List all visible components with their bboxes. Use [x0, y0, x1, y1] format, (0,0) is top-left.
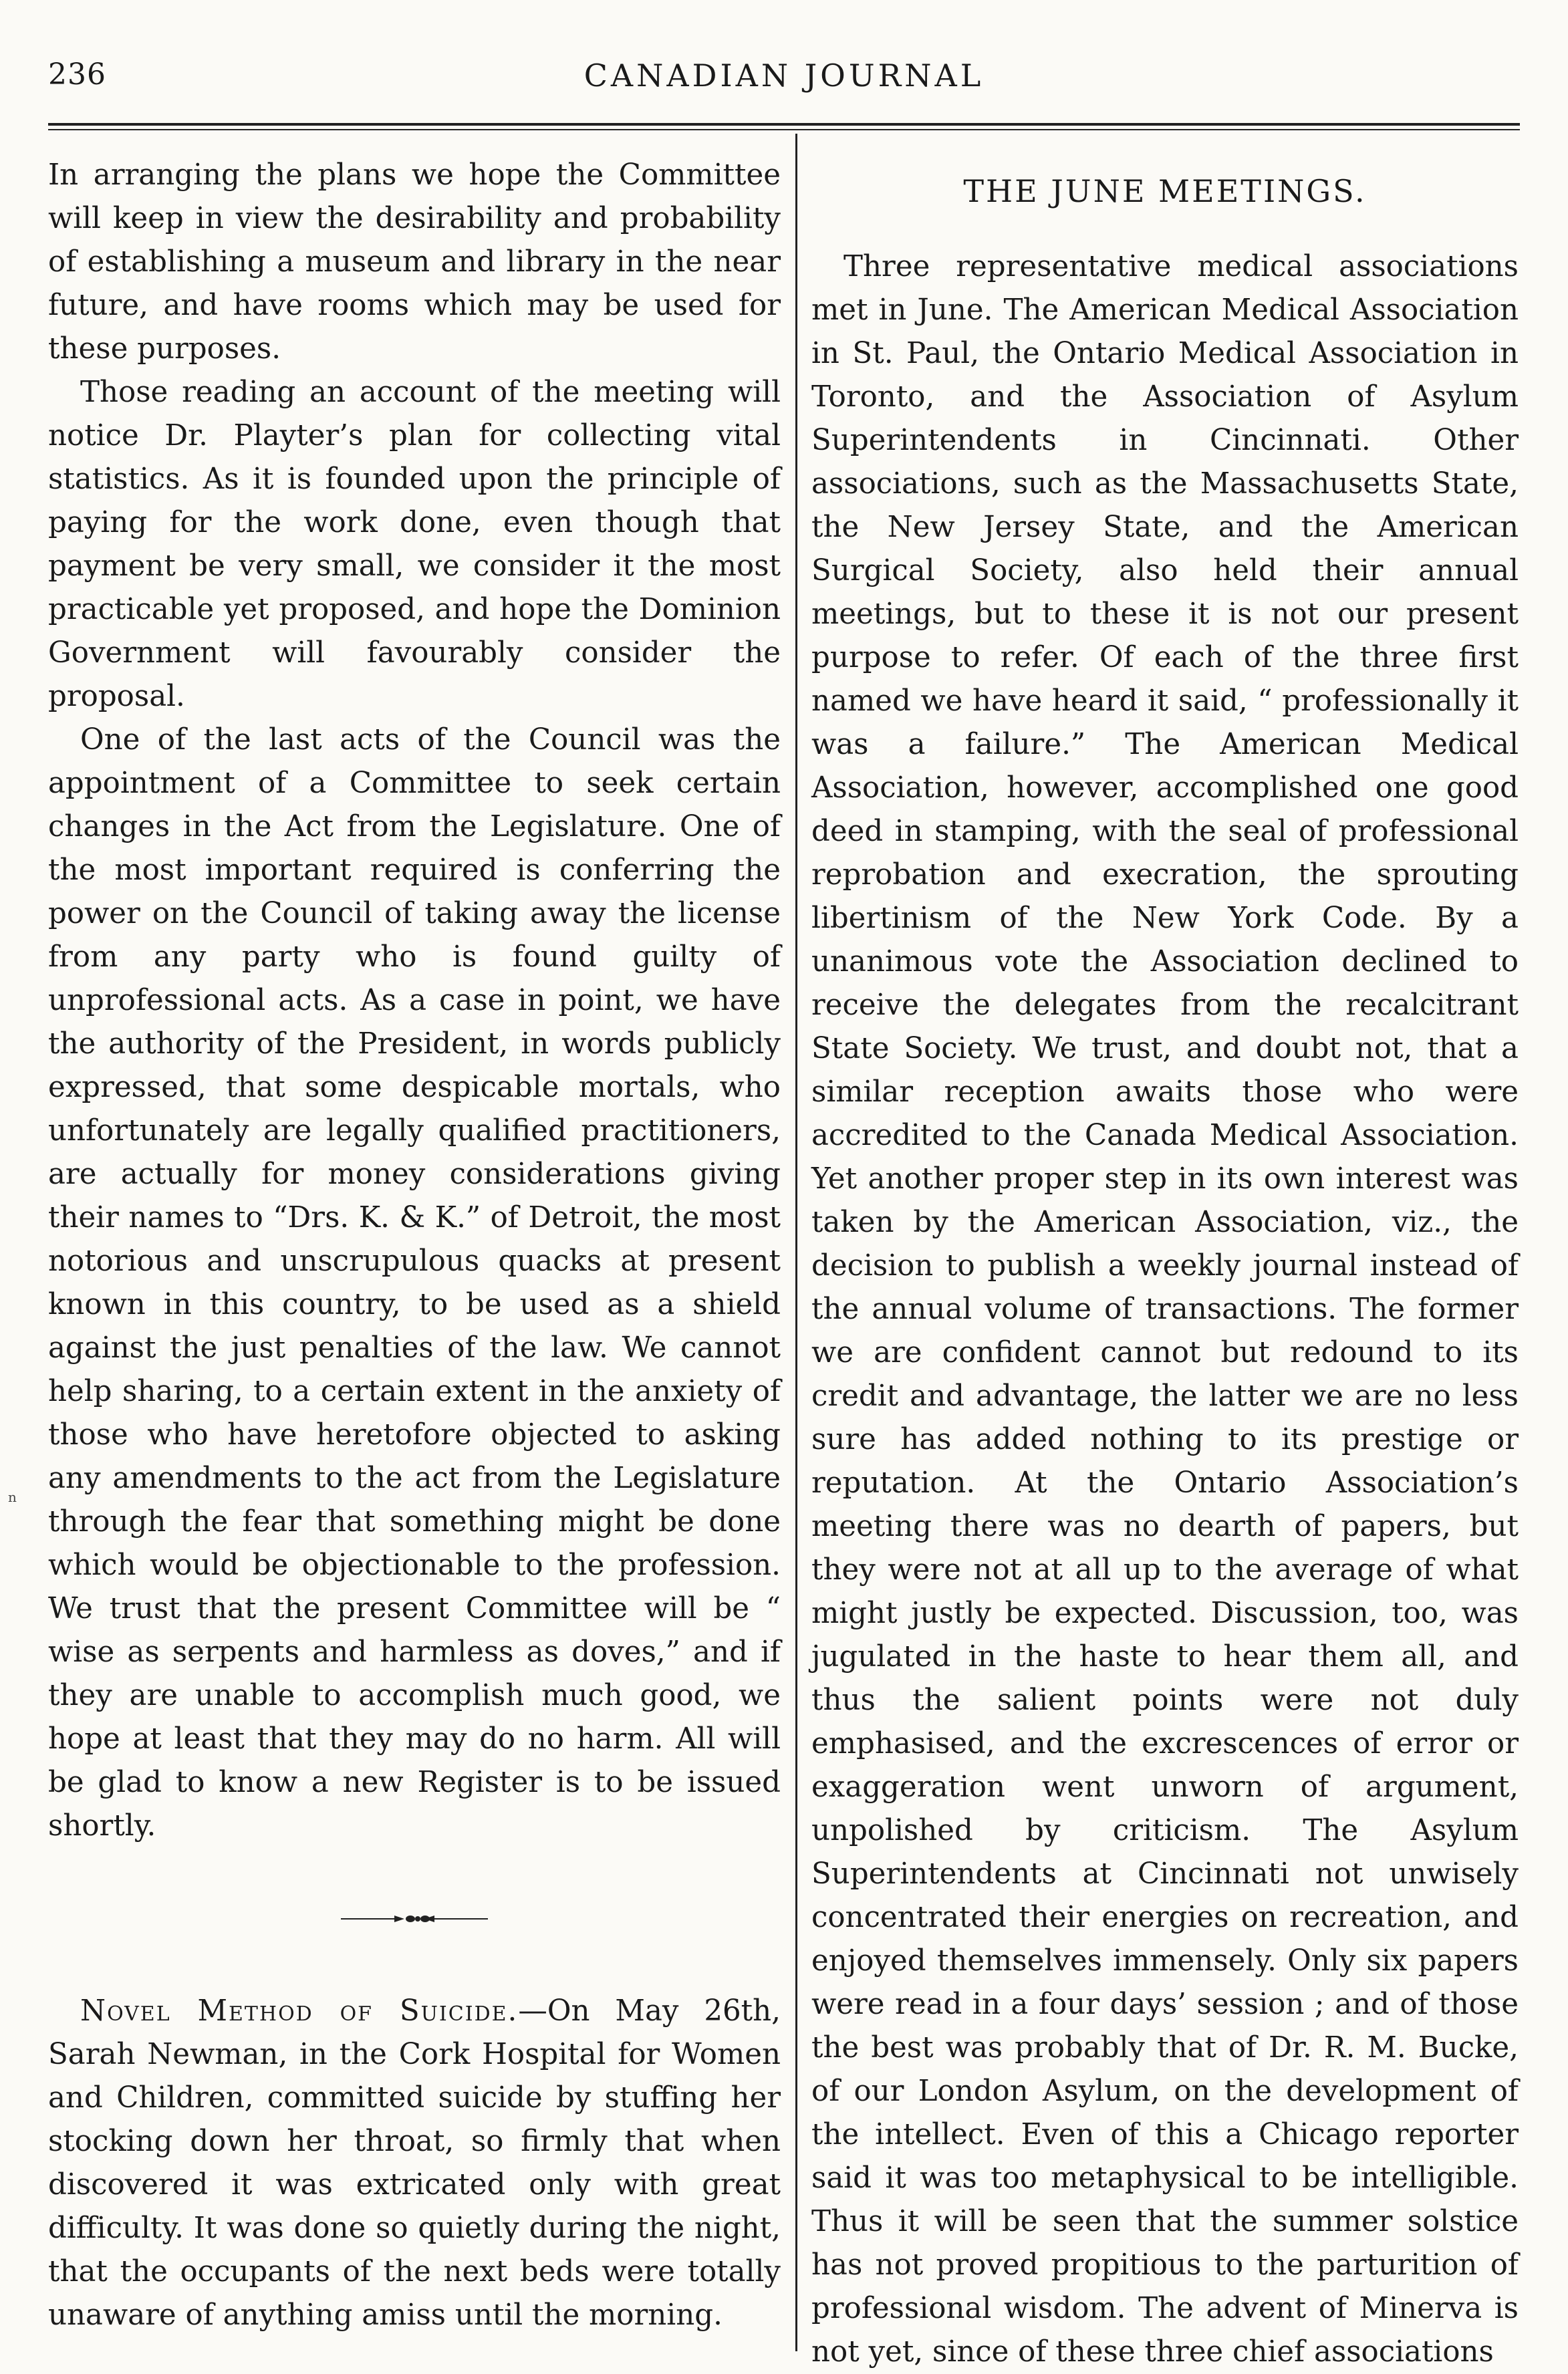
section-ornament: [48, 1912, 781, 1926]
novel-suicide-body: —On May 26th, Sarah Newman, in the Cork Hospital for Women and Children, committed suicide by stuffing her stocking down her throat, so firmly that when discovered it was extricated only with great difficulty. It was done so quietly during the night, that the occupants of the next beds were totally unaware of anything amiss until the morning.: [48, 1994, 781, 2332]
paragraph-novel-suicide: [48, 1990, 781, 2337]
page-number: 236: [48, 57, 106, 92]
header-rule: [48, 123, 1520, 130]
left-column: [48, 154, 781, 2332]
margin-mark: n: [8, 1489, 17, 1505]
paragraph-vital-statistics: Those reading an account of the meeting will notice Dr. Playter’s plan for collecting vital statistics. As it is founded upon the principle of paying for the work done, even though that payment be very small, we consider it the most practicable yet proposed, and hope the Dominion Government will favourably consider the proposal.: [48, 376, 781, 713]
paragraph-council-acts: One of the last acts of the Council was the appointment of a Committee to seek certain changes in the Act from the Legislature. One of the most important required is conferring the power on the Council of taking away the license from any party who is found guilty of unprofessional acts. As a case in point, we have the authority of the President, in words publicly expressed, that some despicable mortals, who unfortunately are legally qualified practitioners, are actually for money considerations giving their names to “Drs. K. & K.” of Detroit, the most notorious and unscrupulous quacks at present known in this country, to be used as a shield against the just penalties of the law. We cannot help sharing, to a certain extent in the anxiety of those who have heretofore objected to asking any amendments to the act from the Legislature through the fear that something might be done which would be objectionable to the profession. We trust that the present Committee will be “ wise as serpents and harmless as doves,” and if they are unable to accomplish much good, we hope at least that they may do no harm. All will be glad to know a new Register is to be issued shortly.: [48, 723, 781, 1843]
right-column: [811, 154, 1519, 2369]
paragraph-museum: In arranging the plans we hope the Committee will keep in view the desirability and probability of establishing a museum and library in the near future, and have rooms which may be used for these purposes.: [48, 158, 781, 366]
running-title: CANADIAN JOURNAL: [583, 57, 985, 94]
column-divider: [795, 134, 797, 2351]
ornament-divider-icon: [341, 1912, 488, 1926]
page-header: [48, 57, 1520, 111]
novel-suicide-heading: Novel Method of Suicide.: [80, 1994, 519, 2028]
section-title-june-meetings: THE JUNE MEETINGS.: [963, 173, 1367, 209]
paragraph-june-meetings: Three representative medical associations met in June. The American Medical Association in St. Paul, the Ontario Medical Association in Toronto, and the Association of Asylum Superintendents in Cincinnati. Other associations, such as the Massachusetts State, the New Jersey State, and the American Surgical Society, also held their annual meetings, but to these it is not our present purpose to refer. Of each of the three first named we have heard it said, “ professionally it was a failure.” The American Medical Association, however, accomplished one good deed in stamping, with the seal of professional reprobation and execration, the sprouting libertinism of the New York Code. By a unanimous vote the Association declined to receive the delegates from the recalcitrant State Society. We trust, and doubt not, that a similar reception awaits those who were accredited to the Canada Medical Association. Yet another proper step in its own interest was taken by the American Association, viz., the decision to publish a weekly journal instead of the annual volume of transactions. The former we are confident cannot but redound to its credit and advantage, the latter we are no less sure has added nothing to its prestige or reputation. At the Ontario Association’s meeting there was no dearth of papers, but they were not at all up to the average of what might justly be expected. Discussion, too, was jugulated in the haste to hear them all, and thus the salient points were not duly emphasised, and the excrescences of error or exaggeration went unworn of argument, unpolished by criticism. The Asylum Superintendents at Cincinnati not unwisely concentrated their energies on recreation, and enjoyed themselves immensely. Only six papers were read in a four days’ session ; and of those the best was probably that of Dr. R. M. Bucke, of our London Asylum, on the development of the intellect. Even of this a Chicago reporter said it was too metaphysical to be intelligible. Thus it will be seen that the summer solstice has not proved propitious to the parturition of professional wisdom. The advent of Minerva is not yet, since of these three chief associations: [811, 250, 1519, 2369]
